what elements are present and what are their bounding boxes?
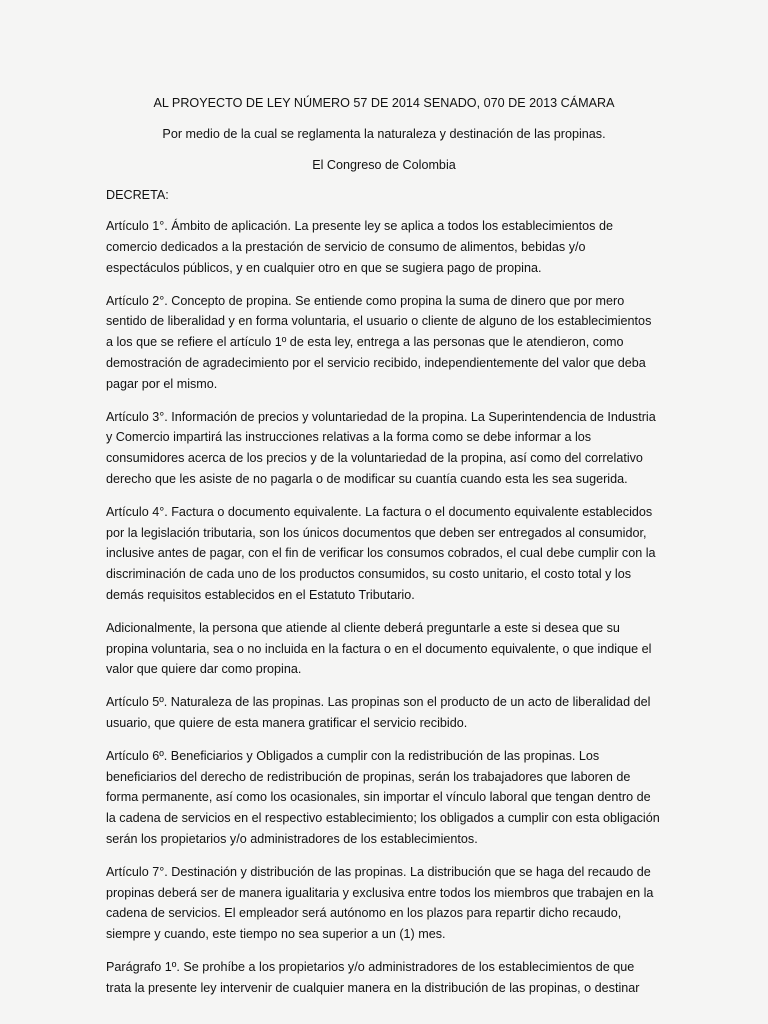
paragraph-line: Artículo 6º. Beneficiarios y Obligados a cumplir con la redistribución de las propinas. Los xyxy=(106,748,600,763)
paragraph-line: derecho que les asiste de no pagarla o de modificar su cuantía cuando esta les sea sugerida. xyxy=(106,471,628,486)
paragraph-line: discriminación de cada uno de los productos consumidos, su costo unitario, el costo total y los xyxy=(106,567,632,582)
paragraph-line: cadena de servicios. El empleador será autónomo en los plazos para repartir dicho recaudo, xyxy=(106,906,622,921)
paragraph-line: demostración de agradecimiento por el servicio recibido, independientemente del valor que deba xyxy=(106,355,646,370)
paragraph-line: consumidores acerca de los precios y de la voluntariedad de la propina, así como del correlativo xyxy=(106,451,643,466)
paragraph-line: Parágrafo 1º. Se prohíbe a los propietarios y/o administradores de los establecimientos de que xyxy=(106,959,635,974)
paragraph-line: pagar por el mismo. xyxy=(106,376,218,391)
paragraph-line: Artículo 7°. Destinación y distribución de las propinas. La distribución que se haga del recaudo de xyxy=(106,864,651,879)
document-subheading: Por medio de la cual se reglamenta la naturaleza y destinación de las propinas. xyxy=(162,126,606,141)
paragraph-article-5 xyxy=(106,692,768,734)
paragraph-line: a los que se refiere el artículo 1º de esta ley, entrega a las personas que le atendieron, como xyxy=(106,335,624,350)
paragraph-line: valor que quiere dar como propina. xyxy=(106,662,302,677)
paragraph-line: Artículo 1°. Ámbito de aplicación. La presente ley se aplica a todos los establecimientos de xyxy=(106,219,613,234)
paragraph-article-7 xyxy=(106,862,768,945)
paragraph-line: la cadena de servicios en el respectivo establecimiento; los obligados a cumplir con esta obligación xyxy=(106,811,660,826)
paragraph-article-1 xyxy=(106,216,768,278)
paragraph-line: forma permanente, así como los ocasionales, sin importar el vínculo laboral que tengan dentro de xyxy=(106,790,651,805)
paragraph-line: espectáculos públicos, y en cualquier otro en que se sugiera pago de propina. xyxy=(106,260,542,275)
paragraph-line: siempre y cuando, este tiempo no sea superior a un (1) mes. xyxy=(106,927,446,942)
paragraph-line: inclusive antes de pagar, con el fin de verificar los consumos cobrados, el cual debe cumplir con la xyxy=(106,546,656,561)
paragraph-line: Artículo 3°. Información de precios y voluntariedad de la propina. La Superintendencia de Industria xyxy=(106,409,656,424)
paragraph-line: trata la presente ley intervenir de cualquier manera en la distribución de las propinas, o destinar xyxy=(106,980,640,995)
paragraph-article-4 xyxy=(106,502,768,606)
paragraph-line: propinas deberá ser de manera igualitaria y exclusiva entre todos los miembros que trabajen en la xyxy=(106,885,654,900)
paragraph-paragrafo-1 xyxy=(106,957,768,999)
paragraph-line: usuario, que quiere de esta manera gratificar el servicio recibido. xyxy=(106,715,468,730)
paragraph-additionally xyxy=(106,618,768,680)
paragraph-line: comercio dedicados a la prestación de servicio de consumo de alimentos, bebidas y/o xyxy=(106,239,586,254)
decreta-label: DECRETA: xyxy=(106,188,169,203)
paragraph-line: beneficiarios del derecho de redistribución de propinas, serán los trabajadores que laboren de xyxy=(106,769,631,784)
document-heading: AL PROYECTO DE LEY NÚMERO 57 DE 2014 SENADO, 070 DE 2013 CÁMARA xyxy=(153,96,615,110)
paragraph-line: serán los propietarios y/o administradores de los establecimientos. xyxy=(106,831,478,846)
paragraph-line: Artículo 4°. Factura o documento equivalente. La factura o el documento equivalente establecidos xyxy=(106,504,653,519)
congress-line: El Congreso de Colombia xyxy=(312,157,456,172)
paragraph-line: demás requisitos establecidos en el Estatuto Tributario. xyxy=(106,587,415,602)
paragraph-line: Artículo 2°. Concepto de propina. Se entiende como propina la suma de dinero que por mero xyxy=(106,293,625,308)
paragraph-line: propina voluntaria, sea o no incluida en la factura o en el documento equivalente, o que indique el xyxy=(106,641,652,656)
paragraph-line: Adicionalmente, la persona que atiende al cliente deberá preguntarle a este si desea que su xyxy=(106,620,620,635)
paragraph-article-6 xyxy=(106,746,768,850)
paragraph-line: sentido de liberalidad y en forma voluntaria, el usuario o cliente de alguno de los establecimientos xyxy=(106,314,652,329)
paragraph-line: Artículo 5º. Naturaleza de las propinas. Las propinas son el producto de un acto de liberalidad del xyxy=(106,695,651,710)
paragraph-line: por la legislación tributaria, son los únicos documentos que deben ser entregados al consumidor, xyxy=(106,525,647,540)
paragraph-article-3 xyxy=(106,407,768,490)
paragraph-line: y Comercio impartirá las instrucciones relativas a la forma como se debe informar a los xyxy=(106,430,592,445)
paragraph-article-2 xyxy=(106,291,768,395)
